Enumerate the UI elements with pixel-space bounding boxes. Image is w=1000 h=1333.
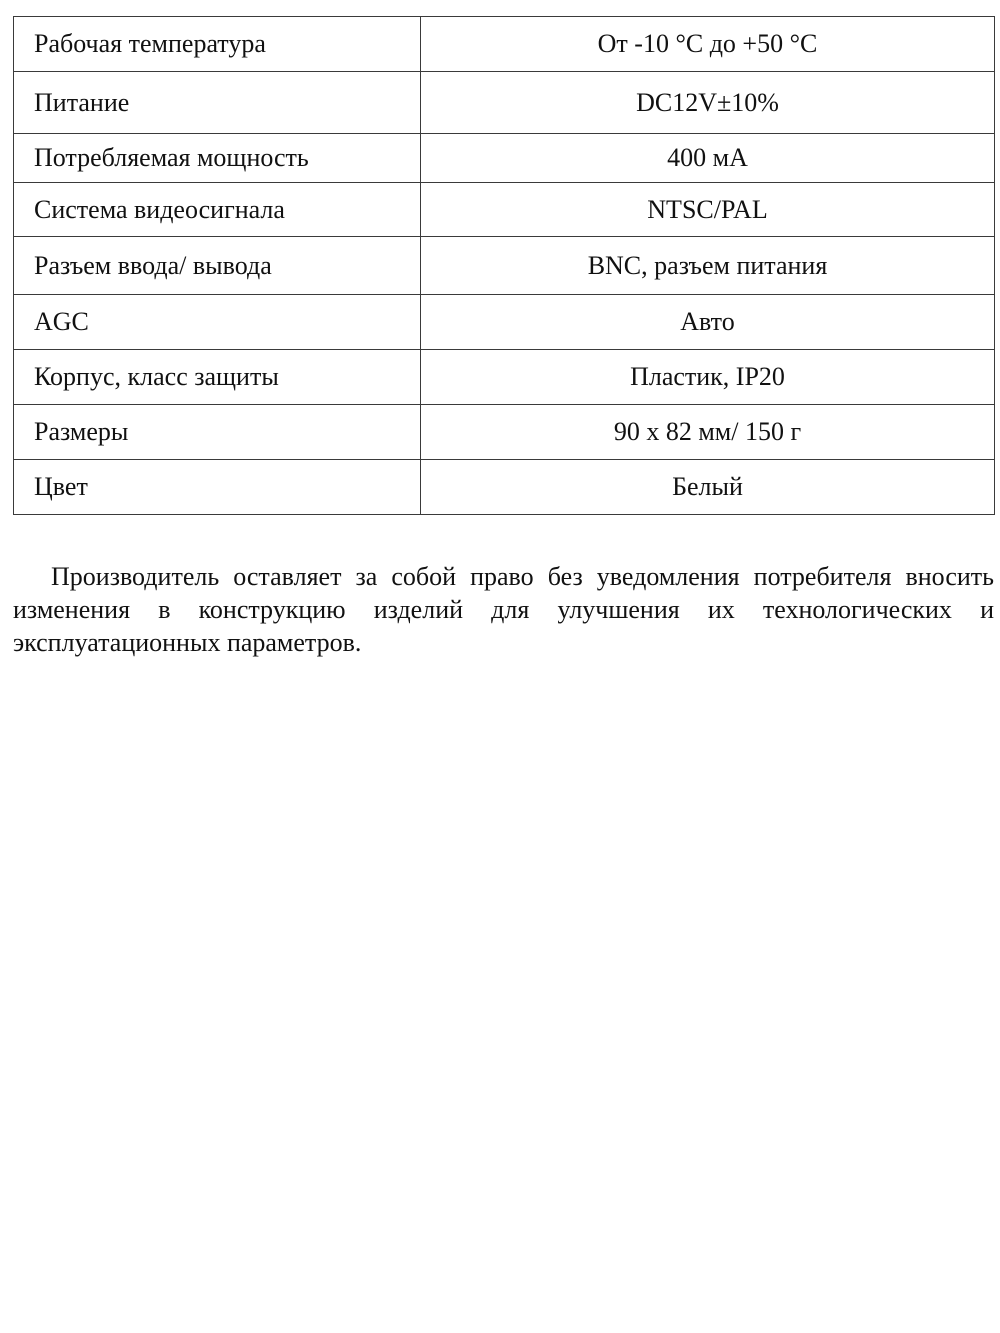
table-row	[14, 350, 995, 405]
value-operating-temperature: От -10 °С до +50 °С	[421, 17, 995, 72]
table-row	[14, 17, 995, 72]
param-operating-temperature: Рабочая температура	[14, 17, 421, 72]
param-io-connector: Разъем ввода/ вывода	[14, 237, 421, 295]
param-housing: Корпус, класс защиты	[14, 350, 421, 405]
value-housing: Пластик, IP20	[421, 350, 995, 405]
param-video-system: Система видеосигнала	[14, 183, 421, 237]
table-row	[14, 460, 995, 515]
value-power-supply: DC12V±10%	[421, 72, 995, 134]
specifications-table	[13, 16, 995, 515]
table-row	[14, 134, 995, 183]
table-row	[14, 405, 995, 460]
table-row	[14, 295, 995, 350]
table-row	[14, 72, 995, 134]
table-row	[14, 183, 995, 237]
value-agc: Авто	[421, 295, 995, 350]
table-row	[14, 237, 995, 295]
value-color: Белый	[421, 460, 995, 515]
value-video-system: NTSC/PAL	[421, 183, 995, 237]
value-io-connector: BNC, разъем питания	[421, 237, 995, 295]
param-power-supply: Питание	[14, 72, 421, 134]
param-dimensions: Размеры	[14, 405, 421, 460]
value-dimensions: 90 х 82 мм/ 150 г	[421, 405, 995, 460]
value-power-consumption: 400 мА	[421, 134, 995, 183]
manufacturer-notice: Производитель оставляет за собой право без уведомления потребителя вносить изменения в конструкцию изделий для улучшения их технологических и эксплуатационных параметров.	[13, 562, 994, 657]
param-agc: AGC	[14, 295, 421, 350]
param-color: Цвет	[14, 460, 421, 515]
param-power-consumption: Потребляемая мощность	[14, 134, 421, 183]
